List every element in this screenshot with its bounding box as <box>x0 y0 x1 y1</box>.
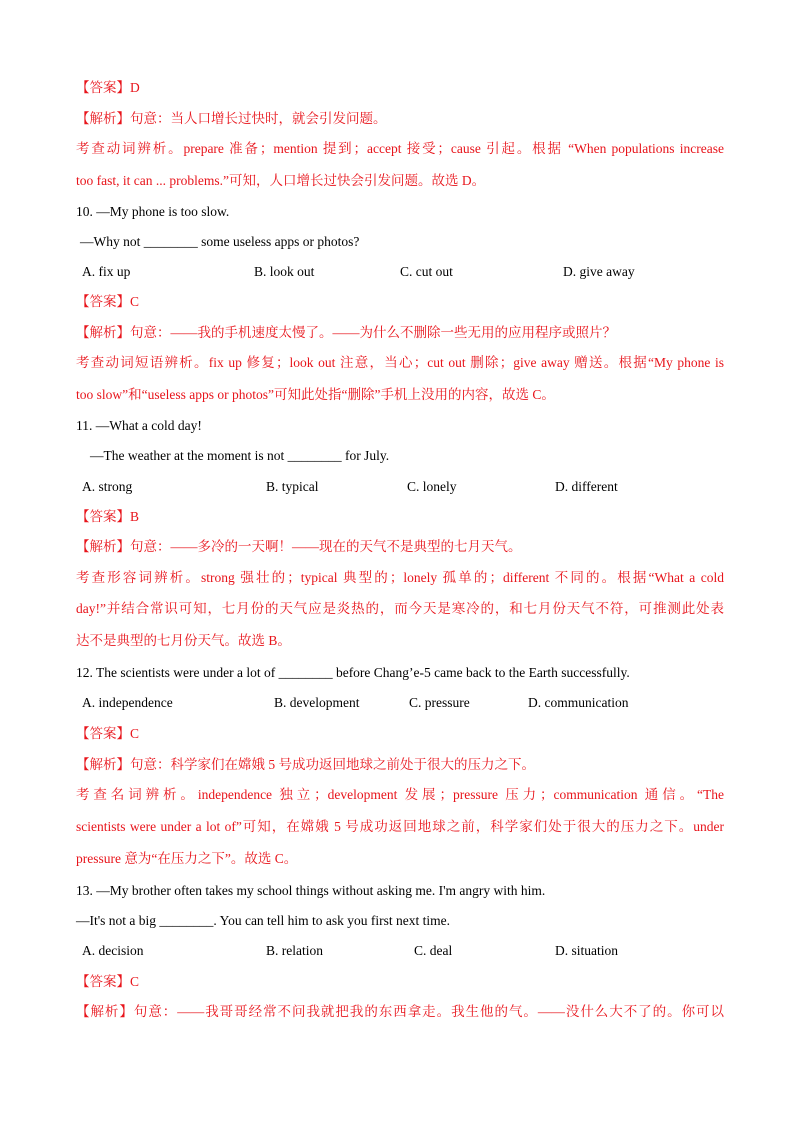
question-13-stem: 13. —My brother often takes my school things without asking me. I'm angry with him. <box>76 883 546 898</box>
question-11-reply: —The weather at the moment is not ________ for July. <box>90 448 390 463</box>
option-b: B. look out <box>254 264 315 279</box>
analysis-text: too slow”和“useless apps or photos”可知此处指“删除”手机上没用的内容，故选 C。 <box>76 387 555 402</box>
analysis-text: 【解析】句意：科学家们在嫦娥 5 号成功返回地球之前处于很大的压力之下。 <box>76 757 535 772</box>
option-c: C. lonely <box>407 479 457 494</box>
option-a: A. decision <box>82 943 144 958</box>
question-12-stem: 12. The scientists were under a lot of ________ before Chang’e-5 came back to the Earth successfully. <box>76 665 630 680</box>
option-c: C. pressure <box>409 695 470 710</box>
option-d: D. situation <box>555 943 618 958</box>
option-b: B. development <box>274 695 360 710</box>
option-c: C. deal <box>414 943 453 958</box>
answer-label: 【答案】C <box>76 726 140 741</box>
question-11-stem: 11. —What a cold day! <box>76 418 202 433</box>
analysis-text: too fast, it can ... problems.”可知，人口增长过快会引发问题。故选 D。 <box>76 173 486 188</box>
option-a: A. strong <box>82 479 133 494</box>
analysis-text: pressure 意为“在压力之下”。故选 C。 <box>76 851 298 866</box>
option-d: D. communication <box>528 695 629 710</box>
answer-label: 【答案】B <box>76 509 140 524</box>
option-b: B. typical <box>266 479 319 494</box>
analysis-text: day!”并结合常识可知，七月份的天气应是炎热的，而今天是寒冷的，和七月份天气不符，可推测此处表 <box>76 601 724 616</box>
analysis-text: 考查名词辨析。independence 独立；development 发展；pressure 压力；communication 通信。“The <box>76 787 724 802</box>
option-d: D. give away <box>563 264 635 279</box>
analysis-text: 达不是典型的七月份天气。故选 B。 <box>76 633 291 648</box>
analysis-text: 【解析】句意：——多冷的一天啊！——现在的天气不是典型的七月天气。 <box>76 539 522 554</box>
analysis-text: 考查形容词辨析。strong 强壮的；typical 典型的；lonely 孤单的；different 不同的。根据“What a cold <box>76 570 724 585</box>
analysis-text: 【解析】句意：——我哥哥经常不问我就把我的东西拿走。我生他的气。——没什么大不了的。你可以 <box>76 1004 724 1019</box>
answer-label: 【答案】D <box>76 80 140 95</box>
question-10-reply: —Why not ________ some useless apps or photos? <box>80 234 360 249</box>
question-13-reply: —It's not a big ________. You can tell him to ask you first next time. <box>76 913 451 928</box>
option-c: C. cut out <box>400 264 453 279</box>
analysis-text: 【解析】句意：——我的手机速度太慢了。——为什么不删除一些无用的应用程序或照片？ <box>76 325 616 340</box>
option-a: A. independence <box>82 695 173 710</box>
analysis-text: scientists were under a lot of”可知，在嫦娥 5 号成功返回地球之前，科学家们处于很大的压力之下。under <box>76 819 724 834</box>
analysis-text: 【解析】句意：当人口增长过快时，就会引发问题。 <box>76 111 387 126</box>
question-10-stem: 10. —My phone is too slow. <box>76 204 230 219</box>
answer-label: 【答案】C <box>76 294 140 309</box>
answer-label: 【答案】C <box>76 974 140 989</box>
analysis-text: 考查动词短语辨析。fix up 修复；look out 注意，当心；cut out 删除；give away 赠送。根据“My phone is <box>76 355 724 370</box>
analysis-text: 考查动词辨析。prepare 准备；mention 提到；accept 接受；cause 引起。根据 “When populations increase <box>76 141 724 156</box>
option-d: D. different <box>555 479 618 494</box>
option-b: B. relation <box>266 943 323 958</box>
option-a: A. fix up <box>82 264 131 279</box>
